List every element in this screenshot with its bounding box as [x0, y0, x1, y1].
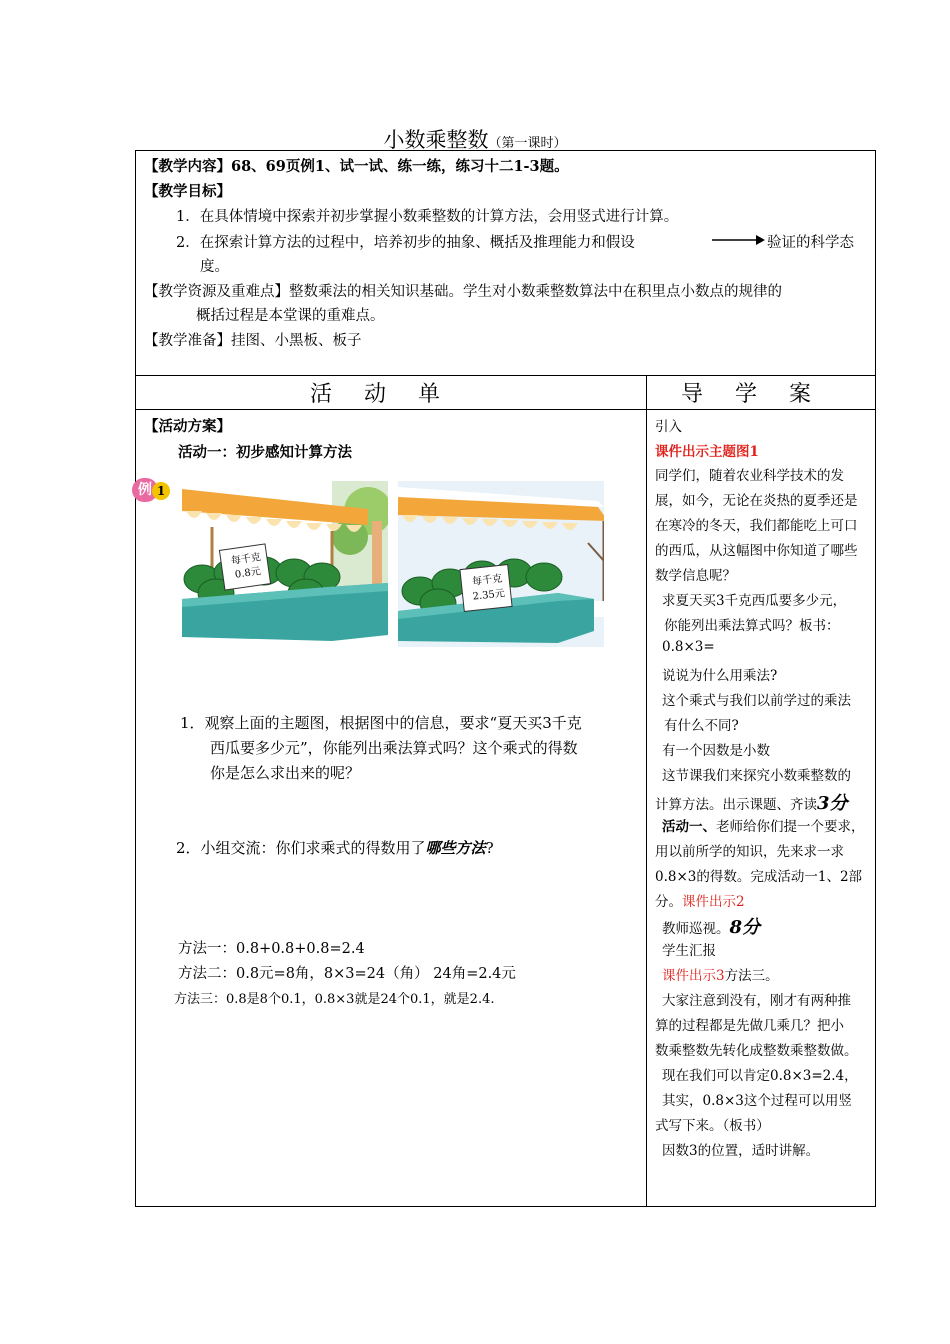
arrow-icon	[710, 233, 766, 247]
goals-label: 【教学目标】	[144, 183, 231, 200]
guide-line: 学生汇报	[662, 943, 716, 959]
guide-line: 有什么不同?	[664, 718, 739, 734]
winter-scene-image	[398, 481, 604, 647]
guide-line-with-cue	[662, 964, 779, 984]
content-text: 68、69页例1、试一试、练一练，练习十二1-3题。	[231, 158, 569, 175]
guide-line: 大家注意到没有，刚才有两种推	[662, 993, 851, 1009]
goal-2-part-c: 度。	[200, 259, 229, 275]
activity-one-line	[662, 815, 865, 835]
summer-scene-image	[182, 481, 388, 647]
column-title-activity: 活动单	[309, 382, 472, 407]
method-1: 方法一：0.8+0.8+0.8=2.4	[178, 941, 365, 957]
goal-2-part-a: 2．在探索计算方法的过程中，培养初步的抽象、概括及推理能力和假设	[176, 235, 635, 251]
content-label: 【教学内容】	[144, 158, 231, 175]
guide-line: 数学信息呢？	[655, 568, 736, 584]
time-cue-3min: 3分	[817, 793, 848, 814]
resources-line	[144, 280, 782, 301]
title-subtitle: （第一课时）	[488, 136, 567, 151]
example-badge-label: 例	[132, 478, 158, 502]
guide-line: 说说为什么用乘法?	[662, 668, 778, 684]
guide-line: 现在我们可以肯定0.8×3=2.4，	[662, 1068, 858, 1084]
guide-line: 这节课我们来探究小数乘整数的	[662, 768, 851, 784]
winter-scene-illustration	[398, 481, 604, 647]
guide-line: 用以前所学的知识，先来求一求	[655, 844, 844, 860]
guide-line: 这个乘式与我们以前学过的乘法	[662, 693, 851, 709]
guide-line: 同学们，随着农业科学技术的发	[655, 468, 844, 484]
ppt-cue-2: 课件出示2	[682, 894, 745, 910]
guide-line: 0.8×3的得数。完成活动一1、2部	[655, 869, 863, 885]
guide-line: 有一个因数是小数	[662, 743, 770, 759]
activity-one-label: 活动一、	[662, 819, 716, 835]
guide-line: 计算方法。出示课题、齐读	[655, 797, 817, 813]
guide-line: 0.8×3=	[662, 639, 715, 655]
prep-line	[144, 329, 362, 350]
guide-line: 的西瓜，从这幅图中你知道了哪些	[655, 543, 858, 559]
divider	[136, 409, 875, 410]
column-title-guide: 导学案	[680, 382, 843, 407]
divider	[136, 375, 875, 376]
resources-label: 【教学资源及重难点】	[144, 284, 289, 300]
summer-scene-illustration	[182, 481, 388, 647]
activity-one-text: 老师给你们提一个要求，	[716, 819, 865, 835]
question-1-line-1: 1．观察上面的主题图，根据图中的信息，要求“夏天买3千克	[180, 714, 582, 732]
price-sign-winter-price: 2.35元	[472, 588, 506, 603]
method-2: 方法二：0.8元=8角，8×3=24（角） 24角=2.4元	[178, 966, 516, 982]
guide-line: 你能列出乘法算式吗？板书：	[664, 618, 840, 634]
question-2	[176, 837, 494, 858]
question-2-text: 2．小组交流：你们求乘式的得数用了	[176, 839, 426, 857]
question-1-line-3: 你是怎么求出来的呢？	[210, 764, 361, 782]
guide-line: 展，如今，无论在炎热的夏季还是	[655, 493, 858, 509]
guide-line: 方法三。	[724, 968, 779, 984]
resources-text: 整数乘法的相关知识基础。学生对小数乘整数算法中在积里点小数点的规律的	[289, 284, 782, 300]
guide-line: 求夏天买3千克西瓜要多少元，	[662, 593, 847, 609]
activity-one-title: 活动一：初步感知计算方法	[178, 444, 352, 461]
example-badge-number: 1	[152, 482, 170, 500]
guide-line: 其实，0.8×3这个过程可以用竖	[662, 1093, 852, 1109]
example-badge	[132, 478, 172, 504]
goal-1: 1．在具体情境中探索并初步掌握小数乘整数的计算方法，会用竖式进行计算。	[176, 209, 679, 225]
column-divider	[646, 375, 647, 1206]
resources-text-2: 概括过程是本堂课的重难点。	[196, 308, 385, 324]
ppt-cue-3: 课件出示3	[662, 968, 725, 984]
title-main: 小数乘整数	[383, 128, 489, 152]
guide-line: 式写下来。（板书）	[655, 1118, 770, 1134]
price-sign-winter	[463, 571, 514, 606]
price-sign-summer-unit: 每千克	[230, 552, 262, 568]
prep-text: 挂图、小黑板、板子	[231, 333, 362, 349]
prep-label: 【教学准备】	[144, 333, 231, 349]
guide-line: 数乘整数先转化成整数乘整数做。	[655, 1043, 858, 1059]
guide-line: 分。	[655, 894, 682, 910]
guide-line: 算的过程都是先做几乘几？把小	[655, 1018, 844, 1034]
guide-line: 教师巡视。	[662, 921, 730, 937]
activity-plan-label: 【活动方案】	[144, 418, 231, 435]
guide-line: 因数3的位置，适时讲解。	[662, 1143, 820, 1159]
ppt-cue-1: 课件出示主题图1	[655, 444, 759, 460]
lesson-table	[135, 150, 876, 1207]
intro-label: 引入	[655, 419, 682, 435]
guide-line: 在寒冷的冬天，我们都能吃上可口	[655, 518, 858, 534]
question-2-end: ?	[485, 839, 494, 857]
guide-line-with-time	[655, 789, 848, 815]
time-cue-8min: 8分	[729, 917, 761, 938]
guide-line-with-time	[662, 913, 760, 939]
price-sign-summer-price: 0.8元	[234, 566, 262, 581]
content-line	[144, 155, 569, 176]
method-3: 方法三：0.8是8个0.1，0.8×3就是24个0.1，就是2.4.	[174, 992, 495, 1007]
guide-line-with-cue	[655, 890, 745, 910]
price-sign-winter-unit: 每千克	[471, 573, 503, 588]
goal-2-part-b: 验证的科学态	[767, 235, 854, 251]
question-2-emphasis: 哪些方法	[425, 839, 486, 857]
question-1-line-2: 西瓜要多少元”，你能列出乘法算式吗？这个乘式的得数	[210, 739, 578, 757]
